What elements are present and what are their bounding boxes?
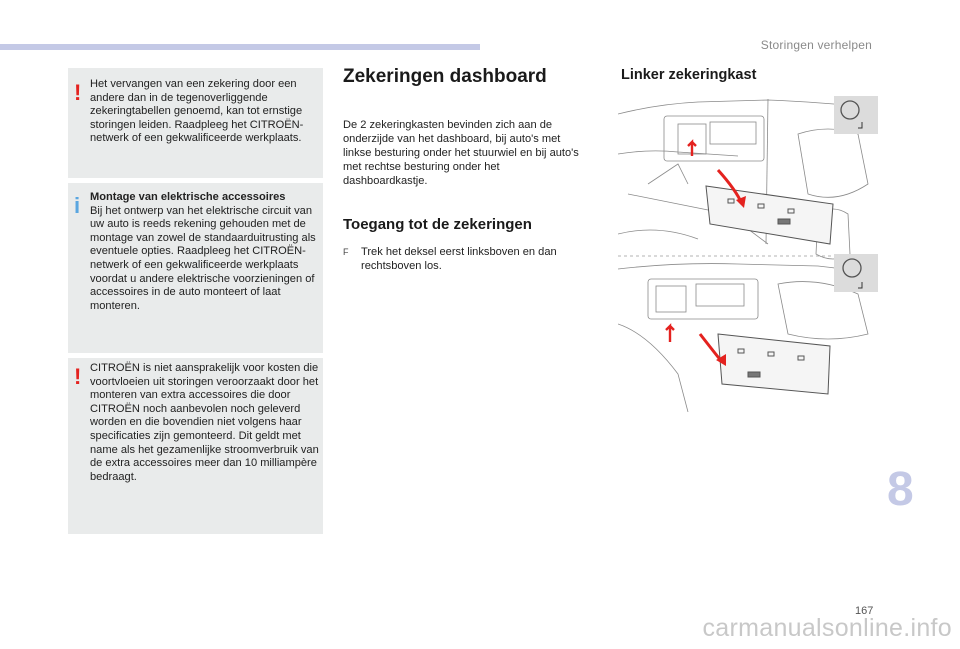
fusebox-title: Linker zekeringkast xyxy=(621,67,757,83)
red-arrow-icon xyxy=(666,326,674,342)
warning-note-fuse xyxy=(68,68,323,176)
bullet-marker: F xyxy=(343,247,349,257)
notes-column xyxy=(68,68,323,534)
warning-note-liability xyxy=(68,358,323,534)
section-title: Storingen verhelpen xyxy=(760,38,872,52)
instruction-text: Trek het deksel eerst linksboven en dan rechtsboven los. xyxy=(361,246,557,272)
info-note-title: Montage van elektrische accessoires xyxy=(90,191,286,203)
warning-icon: ! xyxy=(74,364,82,389)
fusebox-illustration xyxy=(618,94,878,412)
info-note-accessories xyxy=(68,183,323,353)
rhd-cover-panel xyxy=(718,334,830,394)
subsection-title: Toegang tot de zekeringen xyxy=(343,216,532,233)
page-number: 167 xyxy=(855,605,874,617)
warning-note-text: CITROËN is niet aansprakelijk voor kosten die voortvloeien uit storingen veroorzaakt door het monteren van extra accessoires die door CITROËN noch aanbevolen noch geleverd worden en die bovendien niet volgens haar specificaties zijn gemonteerd. Dit geldt met name als het gezamenlijke stroomverbruik van de extra accessoires meer dan 10 milliampère bedraagt. xyxy=(90,362,319,483)
header-accent-bar xyxy=(0,44,480,50)
watermark: carmanualsonline.info xyxy=(702,614,952,642)
intro-paragraph: De 2 zekeringkasten bevinden zich aan de onderzijde van het dashboard, bij auto's met linkse besturing onder het stuurwiel en bij auto's met rechtse besturing onder het dashboardkastje. xyxy=(343,119,579,187)
info-icon: i xyxy=(74,193,81,218)
page-title: Zekeringen dashboard xyxy=(343,66,547,87)
lhd-cover-panel xyxy=(706,186,833,244)
chapter-number: 8 xyxy=(887,463,914,516)
info-note-text: Bij het ontwerp van het elektrische circuit van uw auto is reeds rekening gehouden met de montage van zowel de standaarduitrusting als eventuele opties. Raadpleeg het CITROËN-netwerk of een gekwalificeerde werkplaats voordat u andere elektrische voorzieningen of accessoires in de auto monteert of laat monteren. xyxy=(90,204,316,312)
warning-icon: ! xyxy=(74,80,82,105)
warning-note-text: Het vervangen van een zekering door een andere dan in de tegenoverliggende zekeringtabellen genoemd, kan tot ernstige storingen leiden. Raadpleeg het CITROËN-netwerk of een gekwalificeerde werkplaats. xyxy=(90,78,304,145)
steering-wheel-badge xyxy=(834,96,878,134)
info-note-body xyxy=(90,191,319,313)
